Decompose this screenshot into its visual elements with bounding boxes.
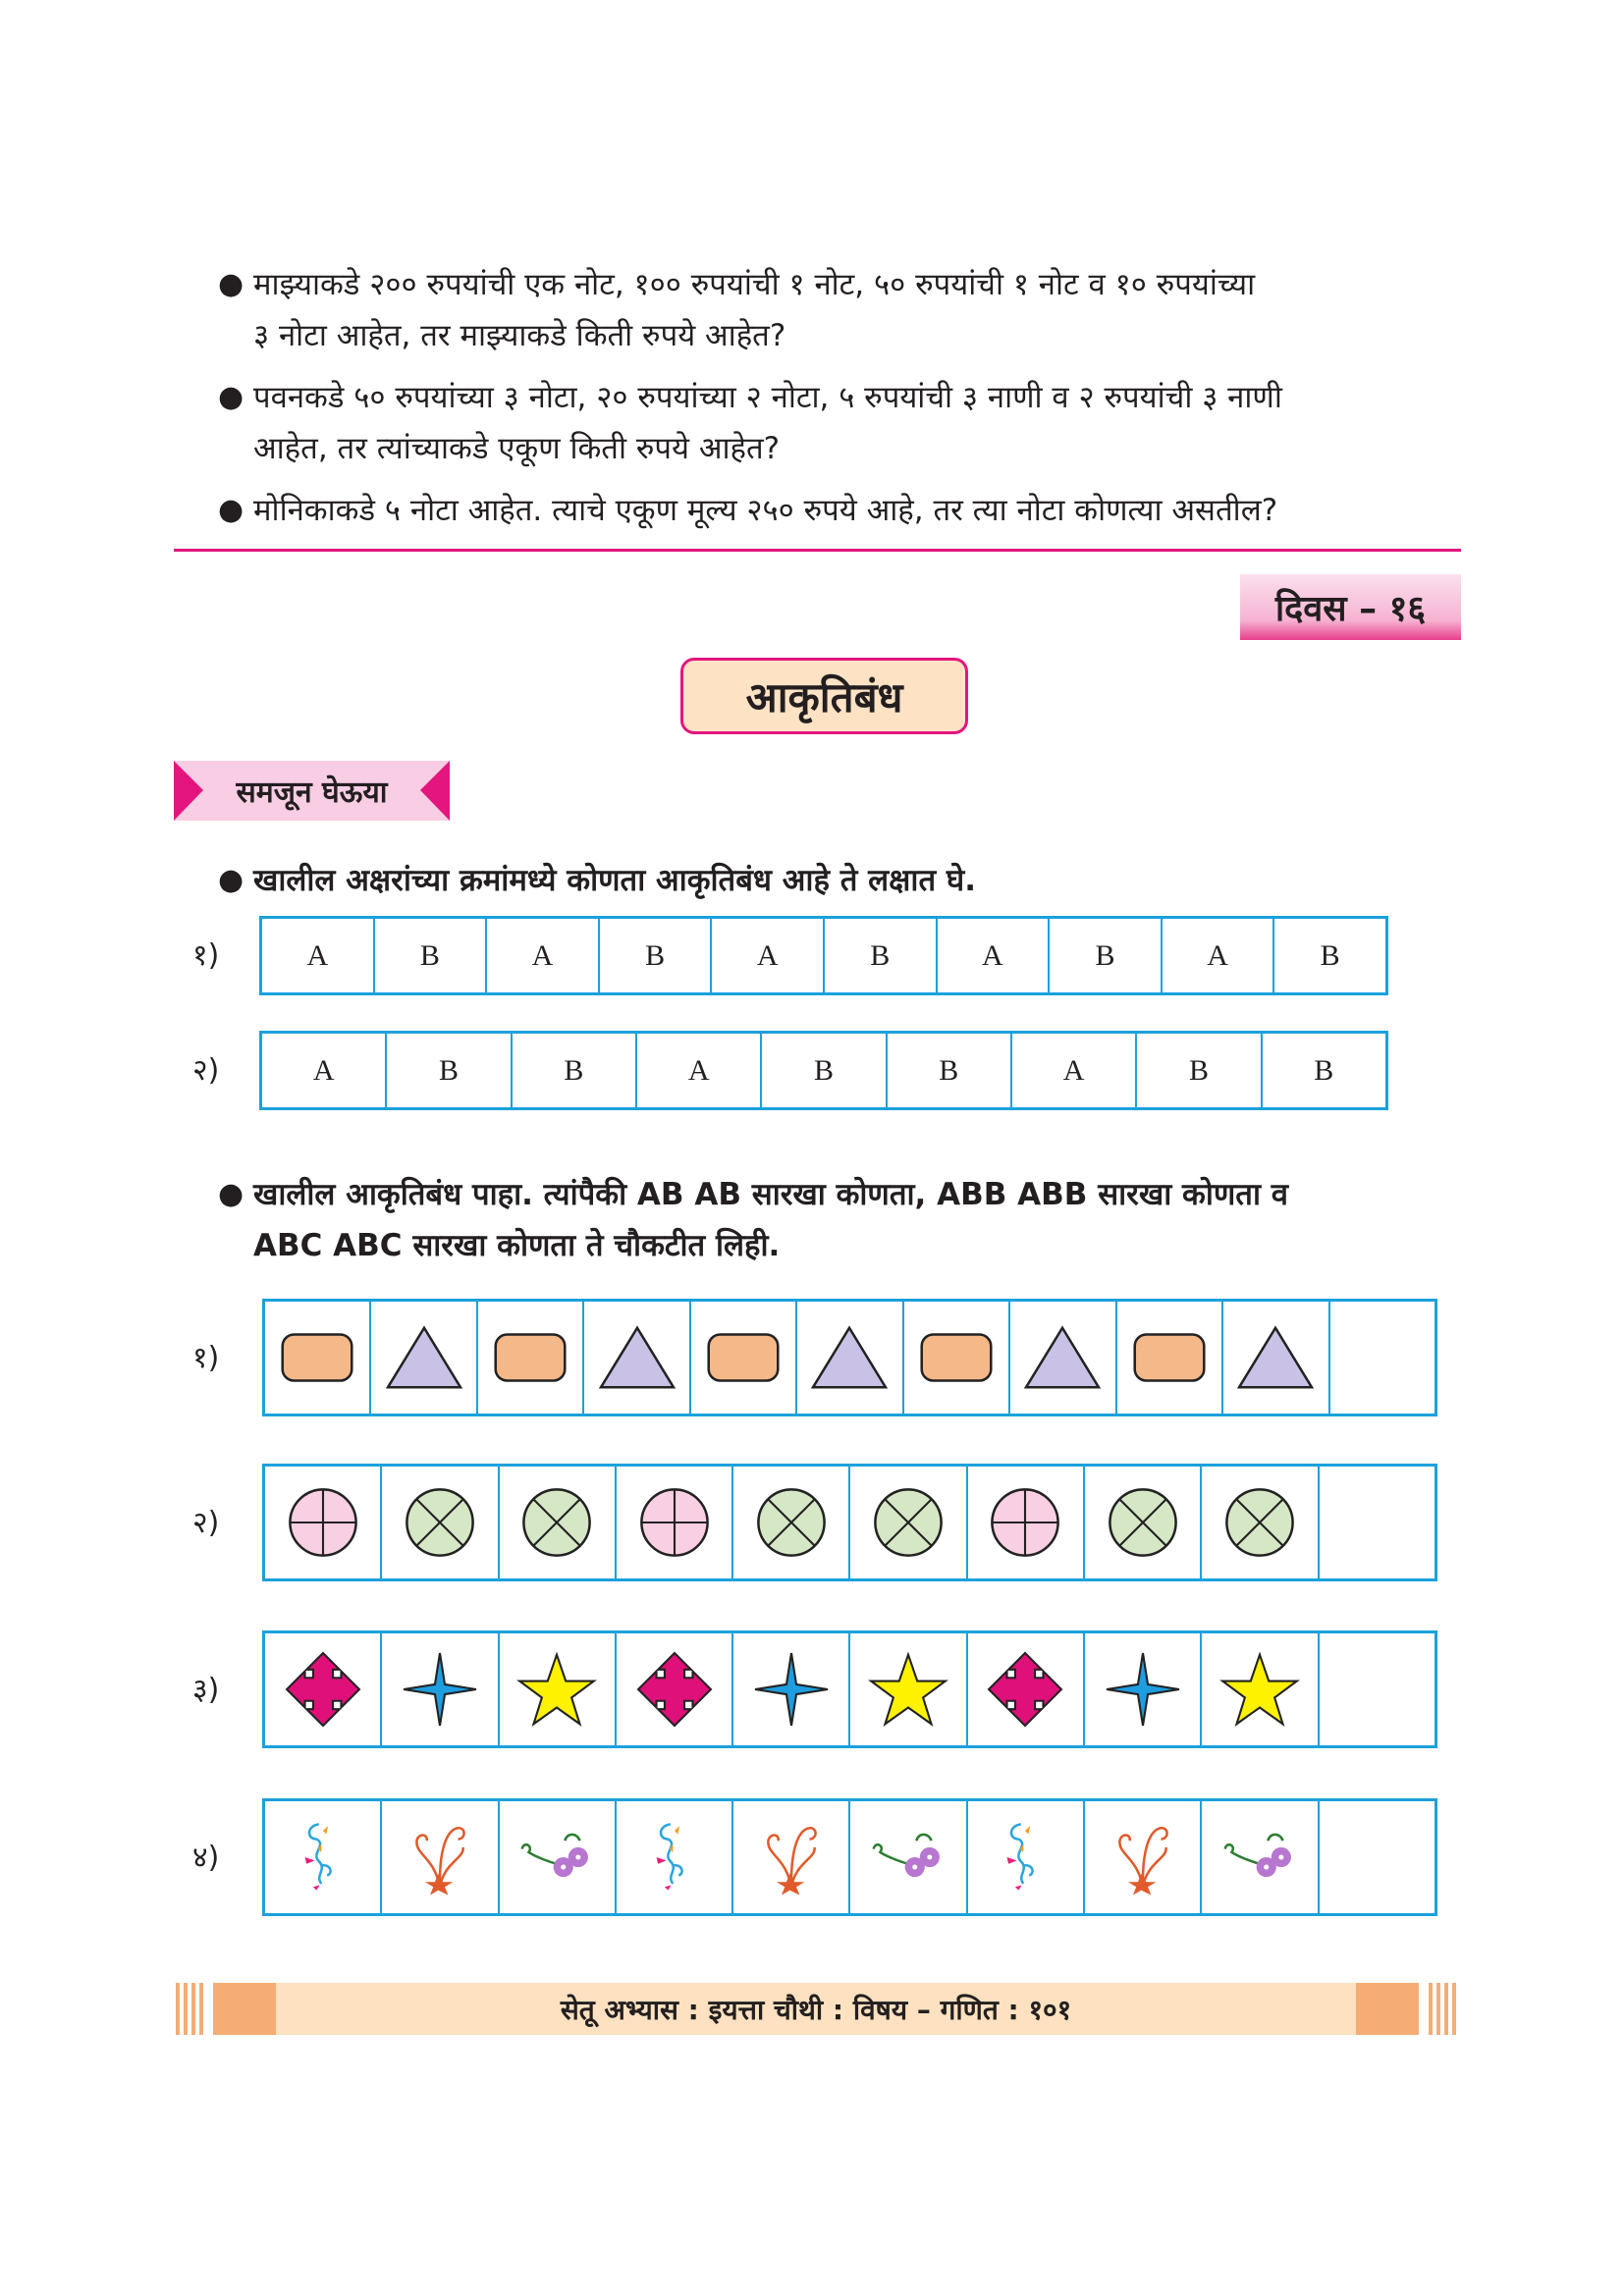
answer-box[interactable] (1320, 1467, 1435, 1578)
shape-pattern-row (262, 1630, 1437, 1748)
shape-cell (1202, 1801, 1319, 1913)
four-point-star-icon (750, 1648, 833, 1731)
four-point-star-icon (1102, 1648, 1184, 1731)
letter-instruction: ● खालील अक्षरांच्या क्रमांमध्ये कोणता आकृतिबंध आहे ते लक्षात घे. (218, 855, 1461, 906)
bullet-icon: ● (218, 493, 244, 527)
row-number: २) (192, 1506, 220, 1540)
page-footer (174, 1983, 1458, 2035)
letter-cell: B (762, 1034, 887, 1107)
shape-cell (265, 1801, 382, 1913)
shape-cell (478, 1302, 584, 1414)
triangle-icon (1021, 1316, 1104, 1399)
shape-pattern-row (262, 1464, 1437, 1581)
shape-cell (1085, 1467, 1202, 1578)
shape-cell (1085, 1801, 1202, 1913)
orange-floral-icon (750, 1816, 833, 1898)
orange-floral-icon (399, 1816, 481, 1898)
shape-cell (265, 1633, 382, 1745)
shape-cell (500, 1801, 617, 1913)
shape-cell (850, 1801, 967, 1913)
five-point-star-icon (1218, 1648, 1301, 1731)
footer-stripes-right (1356, 1983, 1458, 2035)
shape-cell (968, 1633, 1085, 1745)
rounded-rect-icon (1128, 1316, 1211, 1399)
letter-cell: A (637, 1034, 762, 1107)
shape-cell (733, 1633, 850, 1745)
letter-cell: B (387, 1034, 512, 1107)
shape-cell (584, 1302, 690, 1414)
bullet-icon: ● (218, 863, 244, 897)
shape-pattern-row (262, 1299, 1437, 1416)
section-banner (174, 761, 450, 821)
letter-cell: B (1314, 1053, 1334, 1087)
shape-cell (617, 1801, 733, 1913)
bullet-icon: ● (218, 380, 244, 414)
five-point-star-icon (515, 1648, 598, 1731)
circle-cross-icon (399, 1481, 481, 1564)
letter-cell: B (600, 919, 713, 992)
shape-cell (733, 1801, 850, 1913)
shape-cell (1010, 1302, 1116, 1414)
purple-flower-icon (515, 1816, 598, 1898)
circle-cross-icon (1218, 1481, 1301, 1564)
letter-cell: B (513, 1034, 637, 1107)
triangle-icon (383, 1316, 465, 1399)
shape-instruction: ● खालील आकृतिबंध पाहा. त्यांपैकी AB AB सारखा कोणता, ABB ABB सारखा कोणता व ABC ABC सारखा कोणता ते चौकटीत लिही. (218, 1169, 1461, 1271)
letter-cell: B (1320, 938, 1340, 972)
shape-pattern-row (262, 1798, 1437, 1916)
four-point-star-icon (399, 1648, 481, 1731)
arrow-cross-icon (282, 1648, 364, 1731)
shape-cell (382, 1467, 499, 1578)
bullet-icon: ● (218, 1177, 244, 1211)
five-point-star-icon (867, 1648, 949, 1731)
arrow-cross-icon (633, 1648, 716, 1731)
question-2: ● पवनकडे ५० रुपयांच्या ३ नोटा, २० रुपयांच्या २ नोटा, ५ रुपयांची ३ नाणी व २ रुपयांची ३ नाणी आहेत, तर त्यांच्याकडे एकूण किती रुपये आहेत? (218, 372, 1461, 474)
row-number: ३) (192, 1673, 220, 1707)
purple-flower-icon (1218, 1816, 1301, 1898)
shape-cell (1117, 1302, 1223, 1414)
letter-cell: B (888, 1034, 1012, 1107)
letter-cell: B (1050, 919, 1163, 992)
rounded-rect-icon (702, 1316, 785, 1399)
footer-text: सेतू अभ्यास : इयत्ता चौथी : विषय – गणित : १०१ (560, 1993, 1072, 2026)
rounded-rect-icon (276, 1316, 358, 1399)
row-number: १) (192, 938, 220, 973)
triangle-icon (1234, 1316, 1317, 1399)
shape-cell (617, 1633, 733, 1745)
answer-box[interactable] (1330, 1302, 1435, 1414)
letter-cell: A (262, 1034, 387, 1107)
circle-cross-icon (515, 1481, 598, 1564)
rounded-rect-icon (915, 1316, 998, 1399)
question-3: ● मोनिकाकडे ५ नोटा आहेत. त्याचे एकूण मूल्य २५० रुपये आहे, तर त्या नोटा कोणत्या असतील? (218, 485, 1461, 536)
blue-floral-icon (633, 1816, 716, 1898)
shape-cell (691, 1302, 797, 1414)
purple-flower-icon (867, 1816, 949, 1898)
letter-cell: B (375, 919, 488, 992)
shape-cell (382, 1801, 499, 1913)
triangle-icon (596, 1316, 678, 1399)
shape-cell (797, 1302, 903, 1414)
circle-cross-icon (1102, 1481, 1184, 1564)
circle-plus-icon (633, 1481, 716, 1564)
rounded-rect-icon (489, 1316, 571, 1399)
letter-cell: B (825, 919, 938, 992)
shape-cell (382, 1633, 499, 1745)
blue-floral-icon (282, 1816, 364, 1898)
letter-cell: A (1163, 919, 1275, 992)
shape-cell (904, 1302, 1010, 1414)
triangle-icon (808, 1316, 891, 1399)
shape-cell (1202, 1633, 1319, 1745)
shape-cell (968, 1801, 1085, 1913)
shape-cell (371, 1302, 477, 1414)
circle-plus-icon (282, 1481, 364, 1564)
circle-plus-icon (984, 1481, 1066, 1564)
arrow-cross-icon (984, 1648, 1066, 1731)
answer-box[interactable] (1320, 1633, 1435, 1745)
shape-cell (850, 1633, 967, 1745)
shape-cell (617, 1467, 733, 1578)
letter-cell: A (487, 919, 600, 992)
day-label: दिवस – १६ (1240, 574, 1461, 640)
shape-cell (500, 1467, 617, 1578)
letter-cell: B (1137, 1034, 1262, 1107)
row-number: ४) (192, 1841, 220, 1875)
letter-cell: A (938, 919, 1051, 992)
letter-cell: A (712, 919, 825, 992)
shape-cell (265, 1467, 382, 1578)
row-number: २) (192, 1053, 220, 1088)
shape-cell (1202, 1467, 1319, 1578)
letter-pattern-row (259, 916, 1388, 995)
circle-cross-icon (867, 1481, 949, 1564)
letter-pattern-row (259, 1031, 1388, 1110)
circle-cross-icon (750, 1481, 833, 1564)
shape-cell (500, 1633, 617, 1745)
shape-cell (1223, 1302, 1329, 1414)
shape-cell (1085, 1633, 1202, 1745)
section-divider (174, 549, 1461, 552)
shape-cell (968, 1467, 1085, 1578)
section-banner-label: समजून घेऊया (236, 775, 388, 810)
letter-cell: A (262, 919, 375, 992)
chapter-title: आकृतिबंध (680, 658, 968, 734)
question-1: ● माझ्याकडे २०० रुपयांची एक नोट, १०० रुपयांची १ नोट, ५० रुपयांची १ नोट व १० रुपयांच्या ३ नोटा आहेत, तर माझ्याकडे किती रुपये आहेत? (218, 259, 1461, 361)
orange-floral-icon (1102, 1816, 1184, 1898)
shape-cell (733, 1467, 850, 1578)
row-number: १) (192, 1341, 220, 1375)
bullet-icon: ● (218, 267, 244, 301)
blue-floral-icon (984, 1816, 1066, 1898)
answer-box[interactable] (1320, 1801, 1435, 1913)
letter-cell: A (1012, 1034, 1137, 1107)
shape-cell (265, 1302, 371, 1414)
shape-cell (850, 1467, 967, 1578)
